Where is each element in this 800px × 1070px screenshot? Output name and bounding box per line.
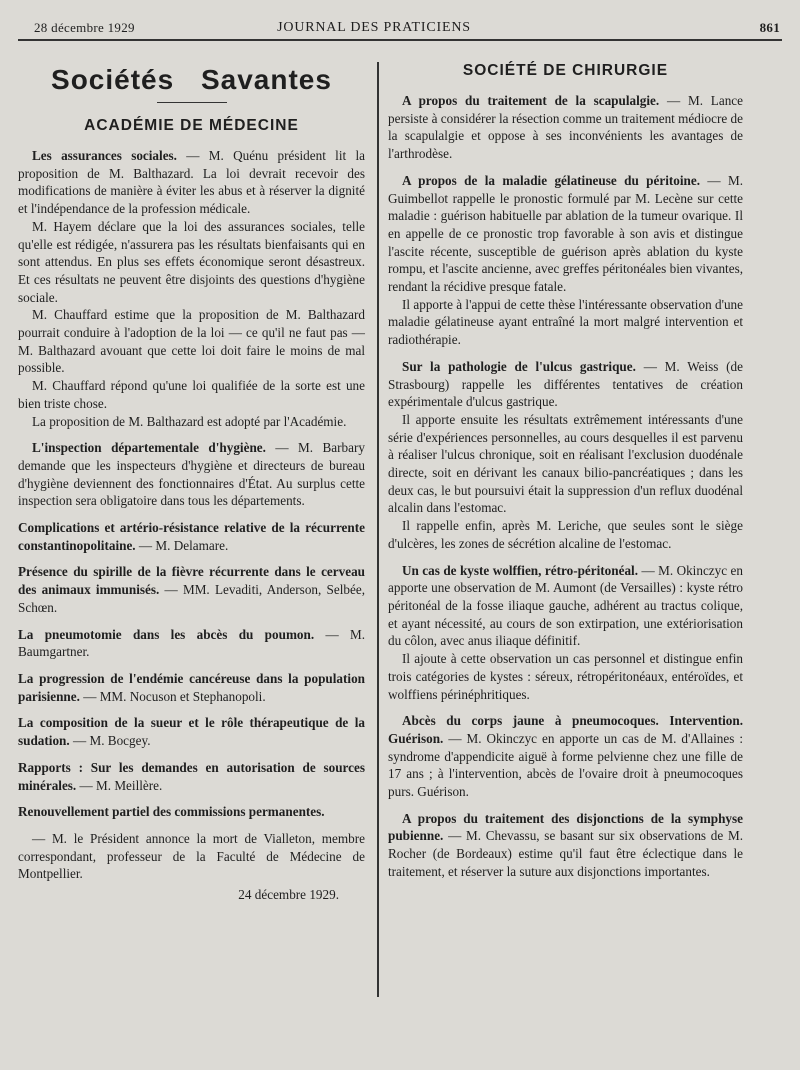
right-column [388, 62, 743, 881]
article-paragraph: M. Chauffard estime que la proposition de M. Balthazard pourrait conduire à l'adoption de la loi — ce qu'il ne faut pas — M. Balthazard avouant que cette loi doit faire le moins de mal possible. [18, 307, 365, 376]
journal-title: JOURNAL DES PRATICIENS [277, 20, 471, 35]
article-paragraph: Les assurances sociales. — M. Quénu président lit la proposition de M. Balthazard. La loi devrait recevoir des modifications de manière à éviter les abus et à réserver la dignité et l'indépendance de la profession médicale. [18, 148, 365, 217]
article-paragraph: La pneumotomie dans les abcès du poumon. — M. Baumgartner. [18, 626, 365, 660]
article-paragraph: Un cas de kyste wolffien, rétro-péritonéal. — M. Okinczyc en apporte une observation de M. Aumont (de Versailles) : kyste rétro péritonéal de la fosse iliaque gauche, adhérent au tractus colique, et ayant nécessité, au cours de son extirpation, une extériorisation du côlon, avec anus iliaque définitif. [388, 562, 743, 649]
article-paragraph: A propos du traitement de la scapulalgie. — M. Lance persiste à considérer la résection comme un traitement médiocre de la scapulalgie et oppose à ses inconvénients les avantages de l'arthrodèse. [388, 93, 743, 162]
article-paragraph: Il rappelle enfin, après M. Leriche, que seules sont le siège d'ulcères, les zones de sécrétion alcaline de l'estomac. [388, 518, 743, 551]
article-paragraph: Complications et artério-résistance relative de la récurrente constantinopolitaine. — M. Delamare. [18, 520, 365, 553]
article-paragraph: — M. le Président annonce la mort de Vialleton, membre correspondant, professeur de la Faculté de Médecine de Montpellier. [18, 830, 365, 882]
article-paragraph: M. Chauffard répond qu'une loi qualifiée de la sorte est une bien triste chose. [18, 378, 365, 411]
article-paragraph: Présence du spirille de la fièvre récurrente dans le cerveau des animaux immunisés. — MM. Levaditi, Anderson, Selbée, Schœn. [18, 564, 365, 615]
article-paragraph: L'inspection départementale d'hygiène. — M. Barbary demande que les inspecteurs d'hygiène et directeurs de bureau d'hygiène deviennent des fonctionnaires d'État. Au surplus cette inspection sera obligatoire dans tous les départements. [18, 440, 365, 509]
page-title: Sociétés Savantes [51, 64, 332, 95]
section-heading-chirurgie: SOCIÉTÉ DE CHIRURGIE [462, 62, 669, 79]
article-paragraph: Rapports : Sur les demandes en autorisation de sources minérales. — M. Meillère. [18, 759, 365, 793]
article-paragraph: La proposition de M. Balthazard est adopté par l'Académie. [32, 413, 347, 429]
article-paragraph: Il apporte ensuite les résultats extrêmement intéressants d'une série d'expériences personnelles, au cours desquelles il est parvenu à réaliser l'ulcus chronique, soit en réalisant l'exclusion duodénale directe, soit en dérivant les canaux bilio-pancréatiques ; dans les deux cas, le but poursuivi était la suppression d'un reflux duodénal alcalin dans l'estomac. [388, 411, 743, 516]
article-paragraph: M. Hayem déclare que la loi des assurances sociales, telle qu'elle est rédigée, n'assurera pas les résultats bienfaisants qui en sont attendus. En plus ses effets économique seront désastreux. Et ces résultats ne peuvent être disjoints des questions d'hygiène sociale. [18, 218, 365, 305]
article-paragraph: La progression de l'endémie cancéreuse dans la population parisienne. — MM. Nocuson et Stephanopoli. [18, 670, 365, 704]
signoff-date: 24 décembre 1929. [238, 887, 339, 903]
article-paragraph: La composition de la sueur et le rôle thérapeutique de la sudation. — M. Bocgey. [18, 715, 365, 749]
article-paragraph: Sur la pathologie de l'ulcus gastrique. — M. Weiss (de Strasbourg) rappelle les différentes tentatives de création expérimentale d'ulcus gastrique. [388, 358, 744, 410]
section-heading-academie: ACADÉMIE DE MÉDECINE [84, 117, 299, 134]
header-rule [18, 39, 782, 41]
running-head [18, 18, 780, 40]
article-paragraph: Renouvellement partiel des commissions permanentes. [18, 804, 325, 820]
page-number: 861 [759, 20, 780, 35]
article-paragraph: Il apporte à l'appui de cette thèse l'intéressante observation d'une maladie gélatineuse ayant entraîné la mort malgré intervention et radiothérapie. [388, 296, 743, 348]
article-paragraph: Abcès du corps jaune à pneumocoques. Intervention. Guérison. — M. Okinczyc en apporte un cas de M. d'Allaines : syndrome d'appendicite aiguë à forme pelvienne chez une fille de 17 ans ; à l'intervention, abcès de l'ovaire droit à pneumocoques purs. Guérison. [388, 713, 743, 800]
title-underline [157, 102, 227, 103]
article-paragraph: A propos de la maladie gélatineuse du péritoine. — M. Guimbellot rappelle le pronostic formulé par M. Lecène sur cette maladie : guérison habituelle par ablation de la tumeur ovarique. Il en appelle de ce pronostic trop favorable à son avis et distingue l'ascite récente, susceptible de guérison après ablation du kyste rompu, et l'ascite ancienne, avec greffes péritonéales bien vivantes, rendant la récidive presque fatale. [388, 172, 743, 295]
left-column [18, 58, 365, 903]
article-paragraph: Il ajoute à cette observation un cas personnel et distingue enfin trois catégories de kystes : séreux, rétropéritonéaux, entéroïdes, et wolffiens périnéphritiques. [388, 651, 743, 702]
article-paragraph: A propos du traitement des disjonctions de la symphyse pubienne. — M. Chevassu, se basant sur six observations de M. Rocher (de Bordeaux) estime qu'il faut être éclectique dans le traitement, et réserver la suture aux disjonctions importantes. [388, 810, 743, 879]
header-date: 28 décembre 1929 [34, 20, 135, 35]
column-divider [377, 62, 379, 997]
